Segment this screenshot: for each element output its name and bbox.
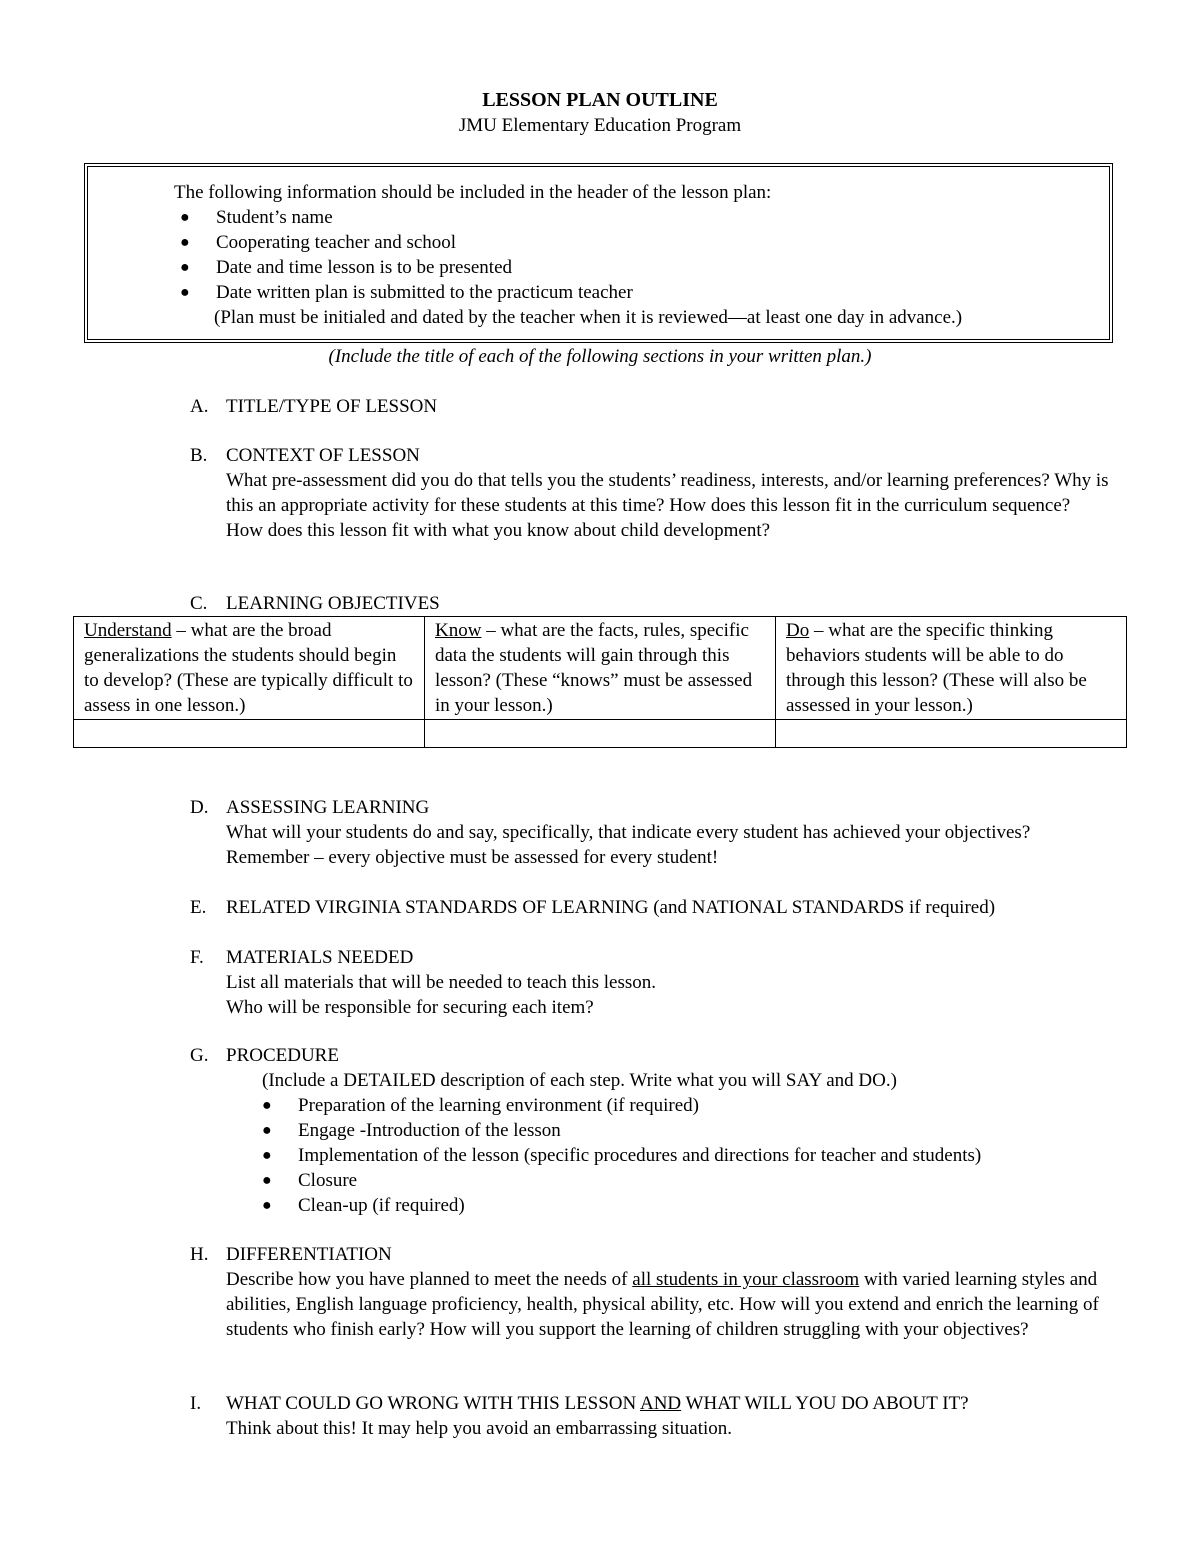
include-note: (Include the title of each of the following sections in your written plan.) xyxy=(328,346,872,367)
section-letter: D. xyxy=(190,797,209,818)
list-item: ● Engage -Introduction of the lesson xyxy=(262,1120,561,1141)
table-row xyxy=(74,617,1127,720)
section-g xyxy=(190,1043,1120,1218)
table-cell: Do – what are the specific thinking behaviors students will be able to do through this lesson? (These will also be assessed in your lesson.) xyxy=(776,617,1127,720)
table-row xyxy=(74,720,1127,748)
list-item: ● Closure xyxy=(262,1170,358,1191)
objectives-table xyxy=(73,616,1127,748)
list-item: ● Date written plan is submitted to the practicum teacher xyxy=(180,282,633,303)
section-text-line: List all materials that will be needed to teach this lesson. xyxy=(226,972,657,993)
section-letter: F. xyxy=(190,947,204,968)
section-heading: PROCEDURE xyxy=(226,1045,339,1066)
procedure-list xyxy=(226,1093,1120,1218)
section-c xyxy=(190,591,1120,616)
section-a xyxy=(190,394,1120,419)
table-cell: Understand – what are the broad generalizations the students should begin to develop? (These are typically difficult to assess in one lesson.) xyxy=(74,617,425,720)
section-heading: LEARNING OBJECTIVES xyxy=(226,593,440,614)
page-title: LESSON PLAN OUTLINE xyxy=(482,89,718,111)
bullet-icon: ● xyxy=(262,1172,272,1189)
section-text: What will your students do and say, specifically, that indicate every student has achieved your objectives? Remember – every objective must be assessed for every student! xyxy=(226,822,1031,868)
section-e xyxy=(190,895,1150,920)
bullet-icon: ● xyxy=(180,234,190,251)
section-i xyxy=(190,1391,1120,1441)
section-heading: WHAT COULD GO WRONG WITH THIS LESSON AND WHAT WILL YOU DO ABOUT IT? xyxy=(226,1393,969,1414)
page-subtitle: JMU Elementary Education Program xyxy=(458,115,742,136)
list-item: ● Student’s name xyxy=(180,207,333,228)
section-text: What pre-assessment did you do that tells you the students’ readiness, interests, and/or learning preferences? Why is this an appropriate activity for these students at this time? How does this lesson fit in the curriculum sequence? How does this lesson fit with what you know about child development? xyxy=(226,470,1109,541)
section-d xyxy=(190,795,1050,870)
header-info-box xyxy=(84,163,1113,343)
header-items-list xyxy=(174,205,633,305)
section-heading: TITLE/TYPE OF LESSON xyxy=(226,396,438,417)
section-letter: H. xyxy=(190,1244,209,1265)
list-item: ● Preparation of the learning environment (if required) xyxy=(262,1095,699,1116)
section-text: Think about this! It may help you avoid an embarrassing situation. xyxy=(226,1418,733,1439)
table-cell: Know – what are the facts, rules, specific data the students will gain through this lesson? (These “knows” must be assessed in your lesson.) xyxy=(425,617,776,720)
table-cell[interactable] xyxy=(425,720,776,748)
section-letter: E. xyxy=(190,897,207,918)
section-letter: A. xyxy=(190,396,209,417)
bullet-icon: ● xyxy=(262,1097,272,1114)
bullet-icon: ● xyxy=(262,1147,272,1164)
bullet-icon: ● xyxy=(180,259,190,276)
table-cell[interactable] xyxy=(74,720,425,748)
list-item: ● Date and time lesson is to be presented xyxy=(180,257,513,278)
section-letter: B. xyxy=(190,445,208,466)
table-cell[interactable] xyxy=(776,720,1127,748)
bullet-icon: ● xyxy=(262,1122,272,1139)
section-heading: ASSESSING LEARNING xyxy=(226,797,430,818)
section-f xyxy=(190,945,1120,1020)
header-box-note: (Plan must be initialed and dated by the teacher when it is reviewed—at least one day in advance.) xyxy=(214,307,963,328)
bullet-icon: ● xyxy=(180,284,190,301)
section-text: Describe how you have planned to meet the needs of all students in your classroom with varied learning styles and abilities, English language proficiency, health, physical ability, etc. How will you extend and enrich the learning of students who finish early? How will you support the learning of children struggling with your objectives? xyxy=(226,1269,1099,1340)
section-b xyxy=(190,443,1110,543)
section-letter: G. xyxy=(190,1045,209,1066)
section-h xyxy=(190,1242,1110,1342)
list-item: ● Implementation of the lesson (specific procedures and directions for teacher and students) xyxy=(262,1145,982,1166)
section-heading: CONTEXT OF LESSON xyxy=(226,445,420,466)
section-heading: RELATED VIRGINIA STANDARDS OF LEARNING (and NATIONAL STANDARDS if required) xyxy=(226,897,996,918)
section-text-line: Who will be responsible for securing each item? xyxy=(226,997,594,1018)
section-letter: C. xyxy=(190,593,208,614)
list-item: ● Clean-up (if required) xyxy=(262,1195,465,1216)
bullet-icon: ● xyxy=(180,209,190,226)
section-heading: MATERIALS NEEDED xyxy=(226,947,414,968)
section-heading: DIFFERENTIATION xyxy=(226,1244,392,1265)
bullet-icon: ● xyxy=(262,1197,272,1214)
header-box-intro: The following information should be included in the header of the lesson plan: xyxy=(174,182,772,203)
list-item: ● Cooperating teacher and school xyxy=(180,232,457,253)
procedure-intro: (Include a DETAILED description of each step. Write what you will SAY and DO.) xyxy=(262,1070,897,1091)
section-letter: I. xyxy=(190,1393,202,1414)
